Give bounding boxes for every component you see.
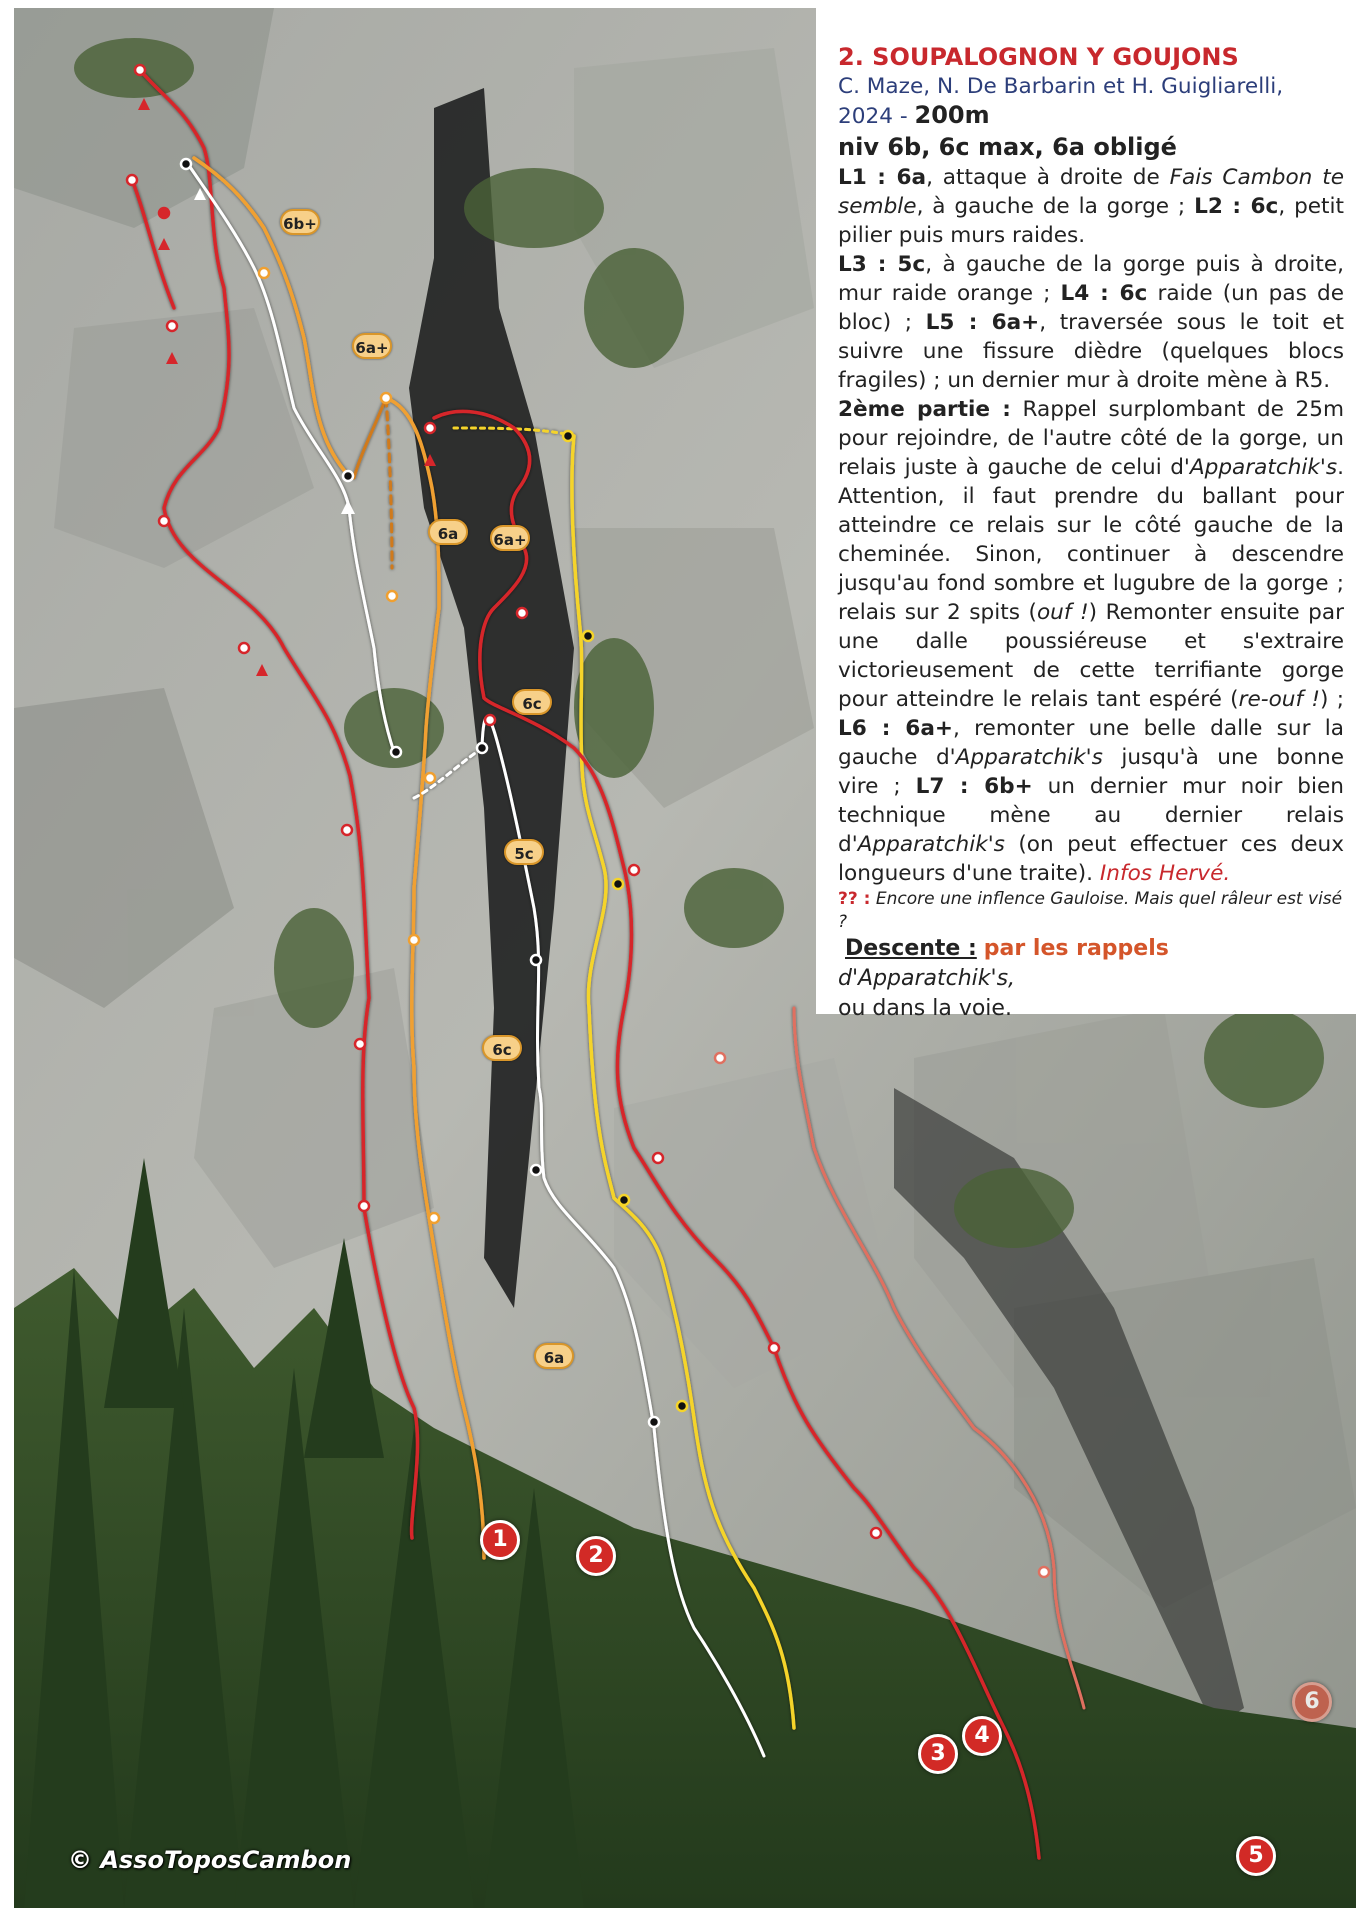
route-ref-2: Apparatchik's (955, 745, 1103, 770)
descent-by: par les rappels (983, 936, 1169, 961)
second-part-text-4: ) ; (1320, 687, 1344, 712)
pitch-l7: L7 : 6b+ (915, 774, 1033, 799)
pitch-l1-text-b: , à gauche de la gorge ; (916, 194, 1195, 219)
descent-info (838, 934, 1344, 1024)
route-number-badge: 3 (918, 1734, 958, 1774)
reouf: re-ouf ! (1238, 687, 1320, 712)
route-ref-1: Apparatchik's (1189, 455, 1338, 480)
second-part (838, 395, 1344, 888)
pitch-l1-text: , attaque à droite de (926, 165, 1170, 190)
pitch-l3-text: , à gauche de la gorge puis à droite, mur raide orange ; (838, 252, 1344, 306)
second-part-text-5: , remonter une belle dalle sur la gauche d' (838, 716, 1344, 770)
pitch-l5: L5 : 6a+ (925, 310, 1040, 335)
grade-label-badge: 6a (428, 519, 468, 545)
route-meta (838, 72, 1344, 131)
pitch-l2: L2 : 6c (1194, 194, 1279, 219)
copyright: © AssoToposCambon (68, 1846, 352, 1874)
second-part-text-8: (on peut effectuer ces deux longueurs d'une traite). (838, 832, 1344, 886)
route-ref-3: Apparatchik's (857, 832, 1005, 857)
route-info-panel (816, 8, 1356, 1021)
descent-label: Descente : (845, 936, 977, 961)
info-credit: Infos Hervé. (1099, 861, 1231, 886)
grade-label-badge: 6a (534, 1343, 574, 1369)
second-part-text-3: ) Remonter ensuite par une dalle poussiéreuse et s'extraire victorieusement de cette terrifiante gorge pour atteindre le relais tant espéré ( (838, 600, 1344, 712)
grade-label-badge: 6b+ (280, 209, 320, 235)
route-number-badge: 6 (1292, 1682, 1332, 1722)
second-part-text-2: . Attention, il faut prendre du ballant pour atteindre ce relais sur le côté gauche de la cheminée. Sinon, continuer à descendre jusqu'au fond sombre et lugubre de la gorge ; relais sur 2 spits ( (838, 455, 1344, 625)
pitches-1-2 (838, 163, 1344, 250)
descent-route: d'Apparatchik's, (838, 966, 1016, 991)
pitches-3-5 (838, 250, 1344, 395)
second-part-text-1: Rappel surplombant de 25m pour rejoindre, de l'autre côté de la gorge, un relais juste à gauche de celui d' (838, 397, 1344, 480)
route-authors: C. Maze, N. De Barbarin et H. Guigliarelli, 2024 - (838, 74, 1284, 129)
ouf: ouf ! (1036, 600, 1089, 625)
pitch-l2-text: , petit pilier puis murs raides. (838, 194, 1344, 248)
second-part-label: 2ème partie : (838, 397, 1011, 422)
note-text: Encore une inflence Gauloise. Mais quel râleur est visé ? (838, 889, 1343, 932)
grade-label-badge: 6c (482, 1035, 522, 1061)
second-part-text-7: un dernier mur noir bien technique mène au dernier relais d' (838, 774, 1344, 857)
pitch-l4: L4 : 6c (1060, 281, 1148, 306)
pitch-l6: L6 : 6a+ (838, 716, 953, 741)
descent-alt: ou dans la voie. (838, 996, 1012, 1021)
pitch-l5-text: , traversée sous le toit et suivre une fissure dièdre (quelques blocs fragiles) ; un dernier mur à droite mène à R5. (838, 310, 1344, 393)
pitch-l1: L1 : 6a (838, 165, 927, 190)
second-part-text-6: jusqu'à une bonne vire ; (838, 745, 1344, 799)
grade-label-badge: 6c (512, 689, 552, 715)
pitch-l3: L3 : 5c (838, 252, 926, 277)
route-number-badge: 5 (1236, 1836, 1276, 1876)
neighbor-route-name: Fais Cambon te semble (838, 165, 1344, 219)
route-number-badge: 1 (480, 1520, 520, 1560)
grade-label-badge: 6a+ (352, 333, 392, 359)
route-number-badge: 4 (962, 1716, 1002, 1756)
route-level: niv 6b, 6c max, 6a obligé (838, 133, 1177, 161)
note-marker: ?? : (838, 889, 871, 909)
pitch-l4-text: raide (un pas de bloc) ; (838, 281, 1344, 335)
name-note (838, 888, 1344, 934)
grade-label-badge: 5c (504, 839, 544, 865)
route-length: 200m (914, 101, 990, 129)
grade-label-badge: 6a+ (490, 525, 530, 551)
route-title: 2. SOUPALOGNON Y GOUJONS (838, 43, 1239, 71)
route-number-badge: 2 (576, 1536, 616, 1576)
